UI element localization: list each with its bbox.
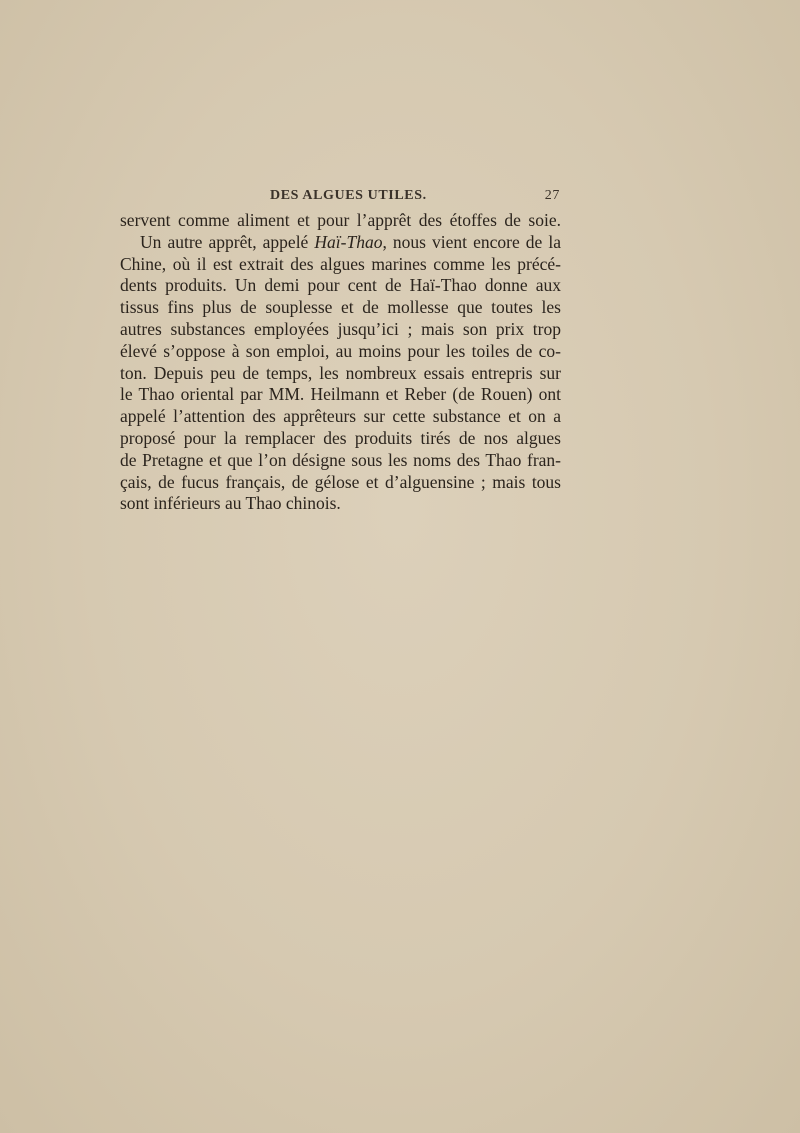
text-line: tissus fins plus de souplesse et de mollesse que toutes les: [120, 297, 561, 318]
text-line: ton. Depuis peu de temps, les nombreux essais entrepris sur: [120, 362, 561, 383]
text-line: servent comme aliment et pour l’apprêt des étoffes de soie.: [120, 210, 561, 230]
text-line: le Thao oriental par MM. Heilmann et Reber (de Rouen) ont: [120, 384, 561, 405]
text-line: élevé s’oppose à son emploi, au moins pour les toiles de co-: [120, 340, 561, 361]
text-line: Chine, où il est extrait des algues marines comme les précé-: [120, 253, 561, 274]
text-line: autres substances employées jusqu’ici ; mais son prix trop: [120, 318, 561, 339]
italic-term: Haï-Thao: [314, 231, 383, 252]
running-head: DES ALGUES UTILES.: [270, 188, 427, 203]
text-line: sont inférieurs au Thao chinois.: [120, 493, 341, 514]
text-line: de Pretagne et que l’on désigne sous les noms des Thao fran-: [120, 449, 561, 470]
text-line: çais, de fucus français, de gélose et d’alguensine ; mais tous: [120, 471, 561, 492]
page-number: 27: [544, 188, 560, 203]
page-header: [120, 188, 560, 208]
text-fragment: Un autre apprêt, appelé: [140, 231, 315, 252]
text-line: [120, 232, 561, 254]
body-text: [120, 210, 561, 515]
text-line: dents produits. Un demi pour cent de Haï-Thao donne aux: [120, 275, 561, 296]
text-line: proposé pour la remplacer des produits tirés de nos algues: [120, 427, 561, 448]
text-line: appelé l’attention des apprêteurs sur cette substance et on a: [120, 406, 561, 427]
text-fragment: , nous vient encore de la: [382, 231, 561, 252]
